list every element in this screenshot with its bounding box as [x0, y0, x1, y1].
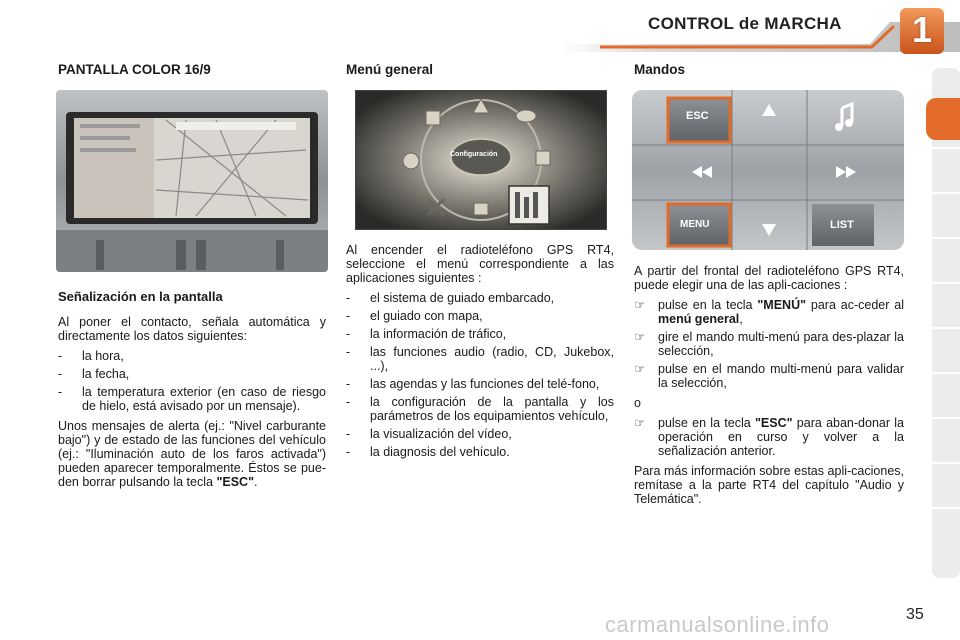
list-item: - las funciones audio (radio, CD, Jukebox, ...), [346, 345, 614, 373]
list-item: - la información de tráfico, [346, 327, 507, 341]
list-item: - el sistema de guiado embarcado, [346, 291, 555, 305]
header-title: CONTROL de MARCHA [648, 14, 842, 33]
list-item: - la configuración de la pantalla y los parámetros de los equipamientos vehículo, [346, 395, 614, 423]
esc-key-label: ESC [686, 110, 709, 122]
list-item: - las agendas y las funciones del telé-fono, [346, 377, 600, 391]
list-item: ☞ gire el mando multi-menú para des-plazar la selección, [634, 330, 904, 358]
list-item: - la hora, [58, 349, 124, 363]
col1-alert-paragraph: Unos mensajes de alerta (ej.: "Nivel carburante bajo") y de estado de las funciones del vehículo (ej.: "Iluminación auto de los faros activada") pueden aparecer temporalmente. Éstos se pue-den borrar pulsando la tecla "ESC". [58, 419, 326, 489]
col1-text [58, 315, 326, 495]
section-heading-mandos: Mandos [634, 62, 686, 77]
section-heading-pantalla: PANTALLA COLOR 16/9 [58, 62, 211, 77]
subheading-senalizacion: Señalización en la pantalla [58, 289, 223, 304]
hand-pointer-icon: ☞ [634, 362, 646, 376]
section-heading-menu-general: Menú general [346, 62, 434, 77]
list-item: - el guiado con mapa, [346, 309, 483, 323]
hand-pointer-icon: ☞ [634, 416, 646, 430]
col3-or: o [634, 396, 641, 410]
watermark: carmanualsonline.info [605, 612, 830, 637]
col2-intro: Al encender el radioteléfono GPS RT4, seleccione el menú correspondiente a las aplicaciones siguientes : [346, 243, 614, 285]
list-item: ☞ pulse en la tecla "MENÚ" para ac-ceder al menú general, [634, 298, 904, 326]
list-item: - la diagnosis del vehículo. [346, 445, 510, 459]
list-item: - la visualización del vídeo, [346, 427, 512, 441]
col3-closing: Para más información sobre estas apli-caciones, remítase a la parte RT4 del capítulo "Audio y Telemática". [634, 464, 904, 506]
chapter-tab-strip [928, 68, 960, 578]
list-item: - la fecha, [58, 367, 130, 381]
hand-pointer-icon: ☞ [634, 330, 646, 344]
page-number: 35 [906, 606, 924, 623]
list-item: - la temperatura exterior (en caso de riesgo de hielo, está avisado por un mensaje). [58, 385, 326, 413]
col3-text [634, 264, 904, 512]
controls-panel-image [632, 90, 904, 250]
menu-key-label: MENU [680, 219, 710, 230]
menu-general-image [355, 90, 607, 230]
menu-image-label: Configuración [450, 151, 498, 158]
list-key-label: LIST [830, 219, 854, 231]
col1-intro: Al poner el contacto, señala automática y directamente los datos siguientes: [58, 315, 326, 343]
chapter-tab-active[interactable] [926, 98, 960, 140]
hand-pointer-icon: ☞ [634, 298, 646, 312]
list-item: ☞ pulse en la tecla "ESC" para aban-donar la operación en curso y volver a la señalización anterior. [634, 416, 905, 458]
col3-intro: A partir del frontal del radioteléfono GPS RT4, puede elegir una de las apli-caciones : [634, 264, 904, 292]
chapter-number: 1 [911, 9, 933, 50]
col2-text [346, 243, 614, 465]
list-item: ☞ pulse en el mando multi-menú para validar la selección, [634, 362, 904, 390]
color-screen-photo [56, 90, 328, 272]
